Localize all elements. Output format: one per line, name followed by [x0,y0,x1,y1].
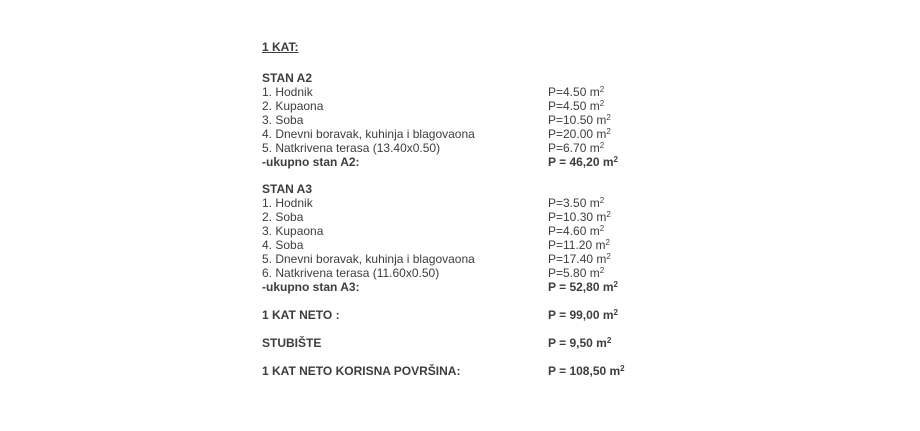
area-value: P=20.00 $m^2$ [548,127,611,141]
room-label: 1. Hodnik [262,196,313,210]
area-value: P=10.50 $m^2$ [548,113,611,127]
room-label: 3. Kupaona [262,224,324,238]
superscript-2: 2 [613,155,618,164]
area-value: P=3.50 $m^2$ [548,196,605,210]
room-label: 5. Dnevni boravak, kuhinja i blagovaona [262,252,475,266]
superscript-2: 2 [613,308,618,317]
superscript-2: 2 [606,336,612,345]
area-value: P=5.80 $m^2$ [548,266,605,280]
section-total-row [262,280,732,294]
summary-value: P = 108,50 $m^2$ [548,364,625,378]
superscript-2: 2 [599,266,605,275]
area-row [262,252,732,266]
area-row [262,99,732,113]
area-value: P=4.60 $m^2$ [548,224,605,238]
floor-area-document [262,40,732,378]
section-total-row [262,155,732,169]
area-row [262,85,732,99]
room-label: 1. Hodnik [262,85,313,99]
section-stan-a2 [262,71,732,169]
superscript-2: 2 [599,224,605,233]
section-heading: STAN A2 [262,71,313,85]
summary-row-korisna-povrsina [262,364,732,378]
summary-label: 1 KAT NETO : [262,308,340,322]
total-value: P = 52,80 $m^2$ [548,280,618,294]
summary-row-kat-neto [262,308,732,322]
area-row [262,196,732,210]
superscript-2: 2 [599,196,605,205]
area-value: P=17.40 $m^2$ [548,252,611,266]
area-value: P=11.20 $m^2$ [548,238,610,252]
room-label: 6. Natkrivena terasa (11.60x0.50) [262,266,440,280]
superscript-2: 2 [599,99,605,108]
summary-value: P = 99,00 $m^2$ [548,308,618,322]
superscript-2: 2 [606,127,611,136]
room-label: 4. Soba [262,238,304,252]
summary-row-stubiste [262,336,732,350]
superscript-2: 2 [606,252,611,261]
area-row [262,210,732,224]
summary-label: STUBIŠTE [262,336,322,350]
area-row [262,224,732,238]
area-row [262,113,732,127]
area-value: P=6.70 $m^2$ [548,141,605,155]
superscript-2: 2 [606,210,611,219]
section-stan-a3 [262,182,732,294]
room-label: 2. Kupaona [262,99,324,113]
room-label: 3. Soba [262,113,304,127]
summary-label: 1 KAT NETO KORISNA POVRŠINA: [262,364,461,378]
superscript-2: 2 [606,113,611,122]
summary-value: P = 9,50 $m^2$ [548,336,612,350]
section-heading: STAN A3 [262,182,313,196]
area-value: P=4.50 $m^2$ [548,99,605,113]
superscript-2: 2 [605,238,610,247]
total-label: -ukupno stan A2: [262,155,360,169]
area-row [262,141,732,155]
total-value: P = 46,20 $m^2$ [548,155,618,169]
area-value: P=4.50 $m^2$ [548,85,605,99]
area-row [262,238,732,252]
total-label: -ukupno stan A3: [262,280,360,294]
area-value: P=10.30 $m^2$ [548,210,611,224]
superscript-2: 2 [599,141,605,150]
room-label: 5. Natkrivena terasa (13.40x0.50) [262,141,441,155]
superscript-2: 2 [613,280,618,289]
area-row [262,266,732,280]
superscript-2: 2 [620,364,625,373]
area-row [262,127,732,141]
room-label: 4. Dnevni boravak, kuhinja i blagovaona [262,127,475,141]
superscript-2: 2 [599,85,605,94]
room-label: 2. Soba [262,210,304,224]
page-title: 1 KAT: [262,40,299,54]
